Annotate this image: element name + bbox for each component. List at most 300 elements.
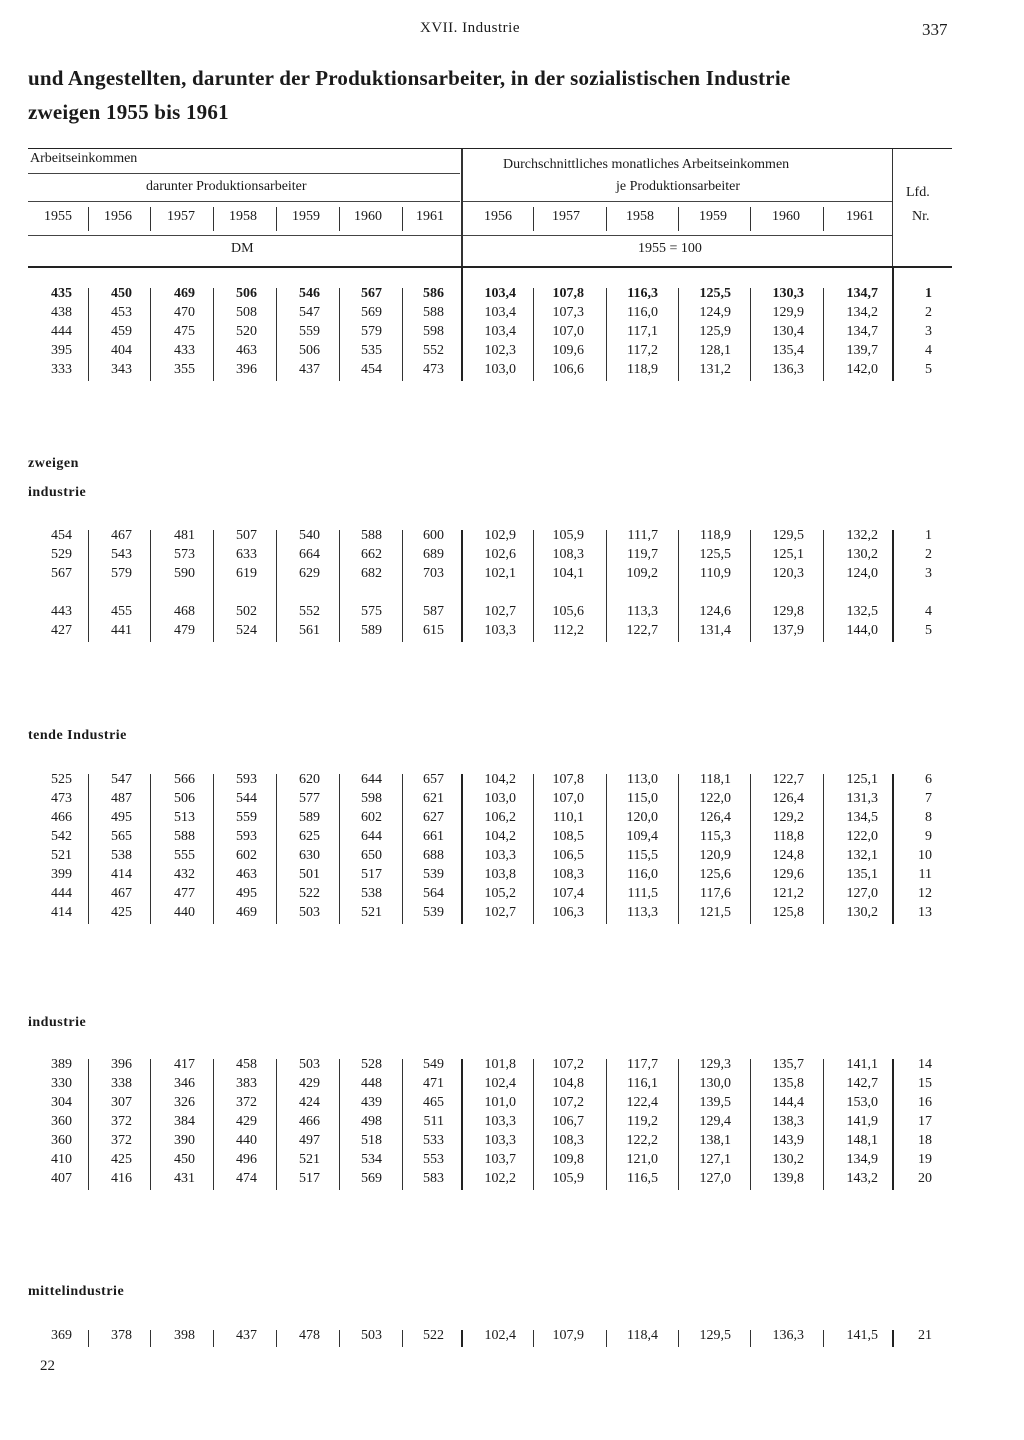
cell-row-number: 1 (925, 528, 932, 543)
cell-dm: 525 (51, 772, 72, 787)
cell-index: 108,3 (552, 547, 584, 562)
cell-dm: 517 (361, 867, 382, 882)
year-header-index: 1960 (772, 209, 800, 224)
cell-dm: 384 (174, 1114, 195, 1129)
table-row (28, 1114, 952, 1133)
cell-index: 104,1 (552, 566, 584, 581)
unit-dm: DM (231, 241, 254, 256)
cell-dm: 465 (423, 1095, 444, 1110)
cell-dm: 688 (423, 848, 444, 863)
cell-index: 116,5 (627, 1171, 658, 1186)
cell-index: 117,1 (627, 324, 658, 339)
cell-dm: 689 (423, 547, 444, 562)
cell-dm: 627 (423, 810, 444, 825)
cell-index: 116,0 (627, 867, 658, 882)
cell-dm: 467 (111, 528, 132, 543)
cell-dm: 477 (174, 886, 195, 901)
cell-dm: 440 (174, 905, 195, 920)
cell-index: 103,3 (484, 623, 516, 638)
cell-dm: 625 (299, 829, 320, 844)
cell-dm: 503 (299, 1057, 320, 1072)
cell-index: 111,5 (627, 886, 658, 901)
cell-dm: 453 (111, 305, 132, 320)
cell-dm: 547 (111, 772, 132, 787)
cell-dm: 431 (174, 1171, 195, 1186)
cell-index: 105,6 (552, 604, 584, 619)
cell-dm: 471 (423, 1076, 444, 1091)
cell-index: 136,3 (772, 1328, 804, 1343)
cell-dm: 620 (299, 772, 320, 787)
table-row (28, 905, 952, 924)
table-row (28, 604, 952, 623)
cell-dm: 513 (174, 810, 195, 825)
cell-index: 144,0 (846, 623, 878, 638)
cell-index: 109,4 (626, 829, 658, 844)
cell-row-number: 3 (925, 324, 932, 339)
cell-index: 132,2 (846, 528, 878, 543)
cell-dm: 448 (361, 1076, 382, 1091)
cell-index: 135,4 (772, 343, 804, 358)
cell-dm: 650 (361, 848, 382, 863)
cell-dm: 475 (174, 324, 195, 339)
cell-index: 119,2 (627, 1114, 658, 1129)
cell-dm: 682 (361, 566, 382, 581)
cell-index: 124,6 (699, 604, 731, 619)
cell-dm: 547 (299, 305, 320, 320)
cell-dm: 326 (174, 1095, 195, 1110)
cell-index: 122,7 (626, 623, 658, 638)
cell-index: 104,2 (484, 772, 516, 787)
footer-number: 22 (40, 1358, 55, 1374)
table-row (28, 829, 952, 848)
cell-index: 122,4 (626, 1095, 658, 1110)
cell-index: 106,6 (552, 362, 584, 377)
cell-index: 134,2 (846, 305, 878, 320)
cell-index: 130,2 (846, 547, 878, 562)
cell-dm: 559 (299, 324, 320, 339)
cell-dm: 522 (299, 886, 320, 901)
cell-dm: 437 (299, 362, 320, 377)
cell-index: 118,9 (700, 528, 731, 543)
cell-dm: 399 (51, 867, 72, 882)
cell-dm: 487 (111, 791, 132, 806)
year-header-dm: 1961 (416, 209, 444, 224)
cell-index: 113,3 (627, 604, 658, 619)
cell-dm: 528 (361, 1057, 382, 1072)
cell-dm: 644 (361, 772, 382, 787)
cell-index: 131,4 (699, 623, 731, 638)
cell-dm: 433 (174, 343, 195, 358)
cell-index: 105,9 (552, 1171, 584, 1186)
cell-index: 107,0 (552, 324, 584, 339)
cell-index: 117,6 (700, 886, 731, 901)
cell-dm: 567 (361, 286, 382, 301)
cell-dm: 454 (361, 362, 382, 377)
cell-index: 121,5 (699, 905, 731, 920)
cell-index: 105,9 (552, 528, 584, 543)
cell-dm: 416 (111, 1171, 132, 1186)
cell-dm: 559 (236, 810, 257, 825)
cell-dm: 355 (174, 362, 195, 377)
cell-dm: 424 (299, 1095, 320, 1110)
cell-index: 127,0 (846, 886, 878, 901)
table-row (28, 1095, 952, 1114)
cell-dm: 410 (51, 1152, 72, 1167)
cell-index: 153,0 (846, 1095, 878, 1110)
cell-index: 126,4 (772, 791, 804, 806)
cell-row-number: 5 (925, 623, 932, 638)
cell-index: 101,8 (484, 1057, 516, 1072)
cell-row-number: 13 (918, 905, 932, 920)
cell-index: 125,9 (699, 324, 731, 339)
year-header-dm: 1955 (44, 209, 72, 224)
cell-dm: 304 (51, 1095, 72, 1110)
cell-dm: 455 (111, 604, 132, 619)
cell-dm: 589 (361, 623, 382, 638)
cell-row-number: 4 (925, 343, 932, 358)
cell-dm: 429 (236, 1114, 257, 1129)
cell-index: 120,3 (772, 566, 804, 581)
cell-dm: 372 (111, 1114, 132, 1129)
cell-dm: 450 (111, 286, 132, 301)
cell-row-number: 20 (918, 1171, 932, 1186)
cell-index: 115,0 (627, 791, 658, 806)
cell-row-number: 4 (925, 604, 932, 619)
cell-index: 112,2 (553, 623, 584, 638)
cell-dm: 473 (51, 791, 72, 806)
cell-index: 120,0 (626, 810, 658, 825)
section-title: industrie (28, 1015, 87, 1030)
cell-index: 107,2 (552, 1057, 584, 1072)
cell-index: 131,2 (699, 362, 731, 377)
cell-row-number: 21 (918, 1328, 932, 1343)
cell-dm: 575 (361, 604, 382, 619)
cell-index: 117,7 (627, 1057, 658, 1072)
cell-dm: 662 (361, 547, 382, 562)
cell-index: 116,3 (627, 286, 658, 301)
cell-dm: 469 (174, 286, 195, 301)
left-heading: Arbeitseinkommen (30, 151, 138, 166)
cell-index: 129,8 (772, 604, 804, 619)
lfd-label: Lfd. (906, 185, 930, 200)
left-subheading: darunter Produktionsarbeiter (146, 179, 307, 194)
cell-dm: 427 (51, 623, 72, 638)
cell-index: 148,1 (846, 1133, 878, 1148)
table-row (28, 791, 952, 810)
cell-dm: 517 (299, 1171, 320, 1186)
table-row (28, 528, 952, 547)
cell-dm: 598 (361, 791, 382, 806)
cell-dm: 407 (51, 1171, 72, 1186)
cell-index: 129,6 (772, 867, 804, 882)
section-subtitle: industrie (28, 485, 87, 500)
cell-index: 122,2 (626, 1133, 658, 1148)
cell-dm: 567 (51, 566, 72, 581)
cell-dm: 360 (51, 1114, 72, 1129)
cell-index: 102,2 (484, 1171, 516, 1186)
cell-index: 129,5 (772, 528, 804, 543)
table-row (28, 886, 952, 905)
cell-dm: 469 (236, 905, 257, 920)
cell-index: 138,1 (699, 1133, 731, 1148)
table-row (28, 343, 952, 362)
cell-dm: 703 (423, 566, 444, 581)
cell-index: 115,5 (627, 848, 658, 863)
cell-dm: 544 (236, 791, 257, 806)
table-row (28, 810, 952, 829)
cell-row-number: 15 (918, 1076, 932, 1091)
cell-index: 103,3 (484, 848, 516, 863)
cell-dm: 583 (423, 1171, 444, 1186)
cell-dm: 520 (236, 324, 257, 339)
cell-index: 127,0 (699, 1171, 731, 1186)
cell-index: 131,3 (846, 791, 878, 806)
year-header-index: 1959 (699, 209, 727, 224)
cell-index: 124,0 (846, 566, 878, 581)
cell-index: 103,4 (484, 305, 516, 320)
cell-index: 111,7 (627, 528, 658, 543)
cell-dm: 586 (423, 286, 444, 301)
year-header-index: 1961 (846, 209, 874, 224)
cell-dm: 444 (51, 324, 72, 339)
cell-row-number: 7 (925, 791, 932, 806)
cell-index: 104,2 (484, 829, 516, 844)
cell-dm: 443 (51, 604, 72, 619)
cell-dm: 425 (111, 1152, 132, 1167)
cell-dm: 522 (423, 1328, 444, 1343)
cell-row-number: 2 (925, 305, 932, 320)
cell-dm: 307 (111, 1095, 132, 1110)
cell-dm: 593 (236, 772, 257, 787)
cell-row-number: 11 (918, 867, 932, 882)
cell-index: 120,9 (699, 848, 731, 863)
cell-index: 107,4 (552, 886, 584, 901)
cell-index: 103,8 (484, 867, 516, 882)
cell-index: 119,7 (627, 547, 658, 562)
cell-index: 102,3 (484, 343, 516, 358)
cell-dm: 602 (361, 810, 382, 825)
cell-index: 130,2 (772, 1152, 804, 1167)
cell-index: 106,5 (552, 848, 584, 863)
table-row (28, 1328, 952, 1347)
cell-dm: 524 (236, 623, 257, 638)
cell-dm: 629 (299, 566, 320, 581)
cell-index: 132,1 (846, 848, 878, 863)
cell-index: 118,1 (700, 772, 731, 787)
cell-index: 107,3 (552, 305, 584, 320)
section-title: tende Industrie (28, 728, 127, 743)
cell-dm: 561 (299, 623, 320, 638)
cell-dm: 521 (361, 905, 382, 920)
cell-index: 102,1 (484, 566, 516, 581)
cell-dm: 429 (299, 1076, 320, 1091)
cell-index: 125,5 (699, 547, 731, 562)
cell-dm: 546 (299, 286, 320, 301)
cell-dm: 588 (361, 528, 382, 543)
cell-dm: 538 (111, 848, 132, 863)
cell-index: 109,2 (626, 566, 658, 581)
cell-index: 103,7 (484, 1152, 516, 1167)
cell-index: 128,1 (699, 343, 731, 358)
cell-index: 107,9 (552, 1328, 584, 1343)
cell-index: 103,4 (484, 324, 516, 339)
cell-dm: 389 (51, 1057, 72, 1072)
cell-dm: 432 (174, 867, 195, 882)
cell-index: 135,1 (846, 867, 878, 882)
cell-dm: 496 (236, 1152, 257, 1167)
table-row (28, 1152, 952, 1171)
cell-index: 132,5 (846, 604, 878, 619)
year-header-dm: 1960 (354, 209, 382, 224)
table-row (28, 848, 952, 867)
cell-dm: 552 (423, 343, 444, 358)
cell-dm: 378 (111, 1328, 132, 1343)
cell-index: 122,0 (699, 791, 731, 806)
cell-index: 144,4 (772, 1095, 804, 1110)
cell-index: 139,8 (772, 1171, 804, 1186)
cell-index: 141,1 (846, 1057, 878, 1072)
cell-dm: 474 (236, 1171, 257, 1186)
year-header-dm: 1956 (104, 209, 132, 224)
cell-row-number: 9 (925, 829, 932, 844)
cell-index: 134,9 (846, 1152, 878, 1167)
cell-dm: 588 (423, 305, 444, 320)
cell-dm: 473 (423, 362, 444, 377)
cell-index: 118,8 (773, 829, 804, 844)
cell-row-number: 6 (925, 772, 932, 787)
cell-dm: 518 (361, 1133, 382, 1148)
cell-index: 129,9 (772, 305, 804, 320)
cell-dm: 458 (236, 1057, 257, 1072)
cell-dm: 438 (51, 305, 72, 320)
cell-index: 105,2 (484, 886, 516, 901)
cell-index: 129,5 (699, 1328, 731, 1343)
cell-dm: 417 (174, 1057, 195, 1072)
table-row (28, 1133, 952, 1152)
cell-dm: 602 (236, 848, 257, 863)
cell-row-number: 19 (918, 1152, 932, 1167)
cell-index: 106,2 (484, 810, 516, 825)
cell-index: 108,3 (552, 1133, 584, 1148)
cell-dm: 414 (111, 867, 132, 882)
cell-index: 103,0 (484, 791, 516, 806)
cell-index: 121,0 (626, 1152, 658, 1167)
table-row (28, 1076, 952, 1095)
section-title: zweigen (28, 456, 79, 471)
cell-dm: 579 (361, 324, 382, 339)
cell-index: 135,8 (772, 1076, 804, 1091)
cell-index: 118,4 (627, 1328, 658, 1343)
cell-index: 116,0 (627, 305, 658, 320)
cell-dm: 404 (111, 343, 132, 358)
cell-dm: 468 (174, 604, 195, 619)
cell-dm: 439 (361, 1095, 382, 1110)
cell-dm: 450 (174, 1152, 195, 1167)
cell-dm: 573 (174, 547, 195, 562)
cell-dm: 372 (111, 1133, 132, 1148)
cell-dm: 644 (361, 829, 382, 844)
cell-dm: 463 (236, 867, 257, 882)
page-title-line-1: und Angestellten, darunter der Produktionsarbeiter, in der sozialistischen Industrie (28, 66, 791, 90)
year-header-index: 1956 (484, 209, 512, 224)
cell-index: 139,7 (846, 343, 878, 358)
cell-dm: 508 (236, 305, 257, 320)
cell-index: 106,7 (552, 1114, 584, 1129)
cell-dm: 619 (236, 566, 257, 581)
cell-dm: 506 (174, 791, 195, 806)
cell-index: 129,3 (699, 1057, 731, 1072)
cell-index: 102,4 (484, 1328, 516, 1343)
page-number: 337 (922, 20, 948, 39)
cell-dm: 478 (299, 1328, 320, 1343)
cell-index: 134,5 (846, 810, 878, 825)
cell-index: 129,4 (699, 1114, 731, 1129)
cell-index: 142,7 (846, 1076, 878, 1091)
cell-index: 107,0 (552, 791, 584, 806)
cell-index: 134,7 (846, 324, 878, 339)
cell-index: 102,9 (484, 528, 516, 543)
cell-dm: 521 (299, 1152, 320, 1167)
cell-dm: 479 (174, 623, 195, 638)
cell-dm: 396 (236, 362, 257, 377)
cell-index: 110,9 (700, 566, 731, 581)
cell-index: 121,2 (772, 886, 804, 901)
cell-dm: 459 (111, 324, 132, 339)
section-title: mittelindustrie (28, 1284, 125, 1299)
cell-index: 124,8 (772, 848, 804, 863)
table-row (28, 772, 952, 791)
cell-index: 118,9 (627, 362, 658, 377)
cell-dm: 481 (174, 528, 195, 543)
cell-index: 116,1 (627, 1076, 658, 1091)
cell-dm: 569 (361, 305, 382, 320)
cell-dm: 372 (236, 1095, 257, 1110)
cell-row-number: 14 (918, 1057, 932, 1072)
year-header-index: 1957 (552, 209, 580, 224)
cell-index: 125,5 (699, 286, 731, 301)
cell-index: 102,4 (484, 1076, 516, 1091)
cell-dm: 543 (111, 547, 132, 562)
cell-dm: 346 (174, 1076, 195, 1091)
right-heading-line-2: je Produktionsarbeiter (616, 179, 741, 194)
cell-row-number: 17 (918, 1114, 932, 1129)
cell-index: 110,1 (553, 810, 584, 825)
cell-dm: 470 (174, 305, 195, 320)
cell-dm: 467 (111, 886, 132, 901)
running-head: XVII. Industrie (420, 20, 520, 36)
cell-index: 107,8 (552, 286, 584, 301)
cell-index: 103,3 (484, 1114, 516, 1129)
cell-index: 109,6 (552, 343, 584, 358)
cell-dm: 330 (51, 1076, 72, 1091)
cell-dm: 437 (236, 1328, 257, 1343)
cell-dm: 396 (111, 1057, 132, 1072)
cell-row-number: 2 (925, 547, 932, 562)
cell-dm: 533 (423, 1133, 444, 1148)
cell-dm: 498 (361, 1114, 382, 1129)
cell-index: 108,3 (552, 867, 584, 882)
cell-index: 117,2 (627, 343, 658, 358)
cell-dm: 630 (299, 848, 320, 863)
cell-dm: 587 (423, 604, 444, 619)
cell-dm: 506 (299, 343, 320, 358)
cell-index: 122,7 (772, 772, 804, 787)
cell-dm: 383 (236, 1076, 257, 1091)
cell-index: 124,9 (699, 305, 731, 320)
cell-dm: 633 (236, 547, 257, 562)
cell-dm: 553 (423, 1152, 444, 1167)
cell-index: 130,4 (772, 324, 804, 339)
